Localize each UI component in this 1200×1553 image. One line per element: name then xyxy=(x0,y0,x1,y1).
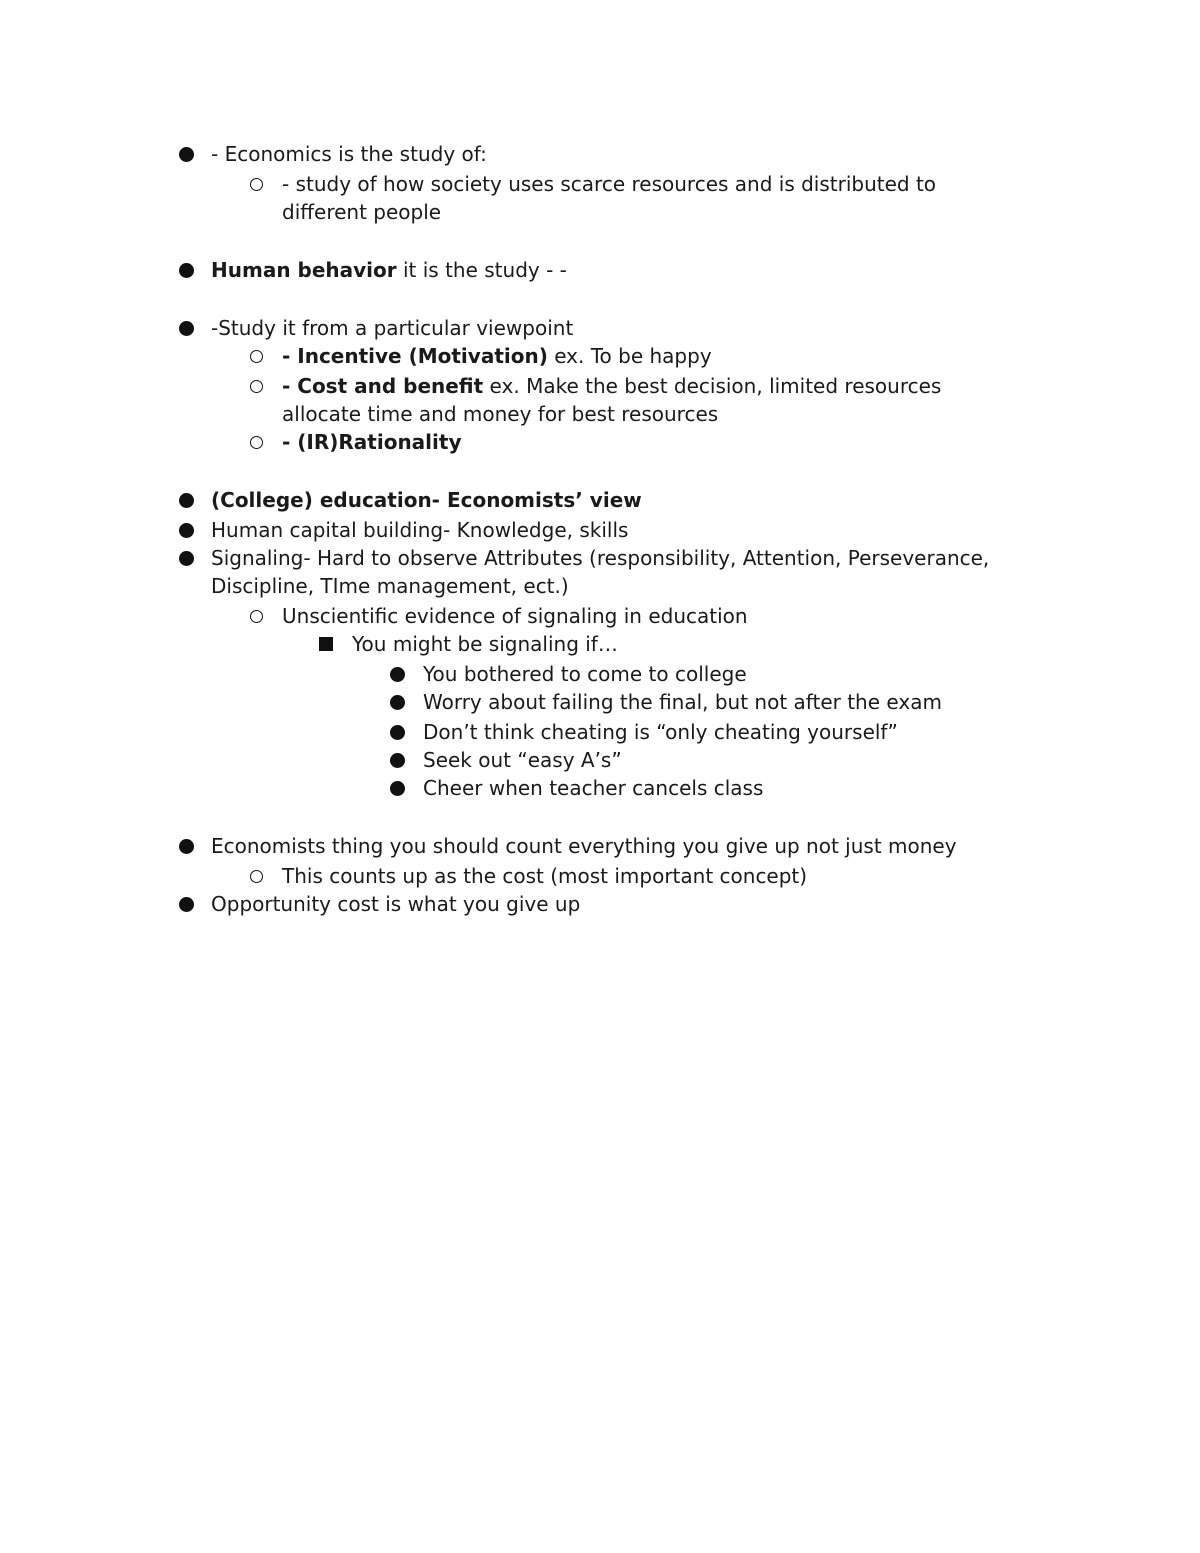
list-item-text xyxy=(211,486,642,514)
bold-term: Human behavior xyxy=(211,258,397,282)
list-item-text: - Economics is the study of: xyxy=(211,142,487,166)
list-item-text: different people xyxy=(282,200,442,224)
hollow-bullet-icon xyxy=(246,428,266,456)
filled-bullet-icon xyxy=(176,832,196,860)
hollow-bullet-icon xyxy=(246,372,266,400)
list-item-text: You might be signaling if… xyxy=(352,632,618,656)
list-item-text: This counts up as the cost (most important concept) xyxy=(282,864,808,888)
list-item-text: -Study it from a particular viewpoint xyxy=(211,316,574,340)
hollow-bullet-icon xyxy=(246,342,266,370)
hollow-bullet-icon xyxy=(246,862,266,890)
list-item-text: Human behavior it is the study - - xyxy=(211,258,567,282)
list-item-text: Cheer when teacher cancels class xyxy=(423,776,764,800)
list-item-text: Seek out “easy A’s” xyxy=(423,748,622,772)
bold-term: - Incentive (Motivation) xyxy=(282,344,548,368)
bold-term: (College) education- Economists’ view xyxy=(211,488,642,512)
hollow-bullet-icon xyxy=(246,602,266,630)
hollow-bullet-icon xyxy=(246,170,266,198)
square-bullet-icon xyxy=(316,630,336,658)
list-item-text: Worry about failing the final, but not after the exam xyxy=(423,690,942,714)
filled-bullet-icon xyxy=(387,688,407,716)
list-item-text xyxy=(282,428,461,456)
list-item-text: - Incentive (Motivation) ex. To be happy xyxy=(282,344,712,368)
filled-bullet-icon xyxy=(387,718,407,746)
filled-bullet-icon xyxy=(176,890,196,918)
bold-term: - (IR)Rationality xyxy=(282,430,462,454)
list-item-text: Opportunity cost is what you give up xyxy=(211,892,581,916)
filled-bullet-icon xyxy=(387,774,407,802)
list-item-text: - study of how society uses scarce resources and is distributed to xyxy=(282,172,937,196)
list-item-text: Economists thing you should count everything you give up not just money xyxy=(211,834,957,858)
filled-bullet-icon xyxy=(176,256,196,284)
filled-bullet-icon xyxy=(176,140,196,168)
list-item-text: - Cost and benefit ex. Make the best decision, limited resources xyxy=(282,374,942,398)
list-item-text: allocate time and money for best resources xyxy=(282,402,719,426)
list-item-text: Human capital building- Knowledge, skills xyxy=(211,518,629,542)
filled-bullet-icon xyxy=(176,486,196,514)
list-item-text: Discipline, TIme management, ect.) xyxy=(211,574,569,598)
list-item-text: Unscientific evidence of signaling in education xyxy=(282,604,748,628)
filled-bullet-icon xyxy=(387,660,407,688)
bold-term: - Cost and benefit xyxy=(282,374,484,398)
filled-bullet-icon xyxy=(176,544,196,572)
list-item-text: Don’t think cheating is “only cheating yourself” xyxy=(423,720,898,744)
list-item-text: Signaling- Hard to observe Attributes (responsibility, Attention, Perseverance, xyxy=(211,546,990,570)
filled-bullet-icon xyxy=(387,746,407,774)
filled-bullet-icon xyxy=(176,314,196,342)
list-item-text: You bothered to come to college xyxy=(423,662,747,686)
filled-bullet-icon xyxy=(176,516,196,544)
